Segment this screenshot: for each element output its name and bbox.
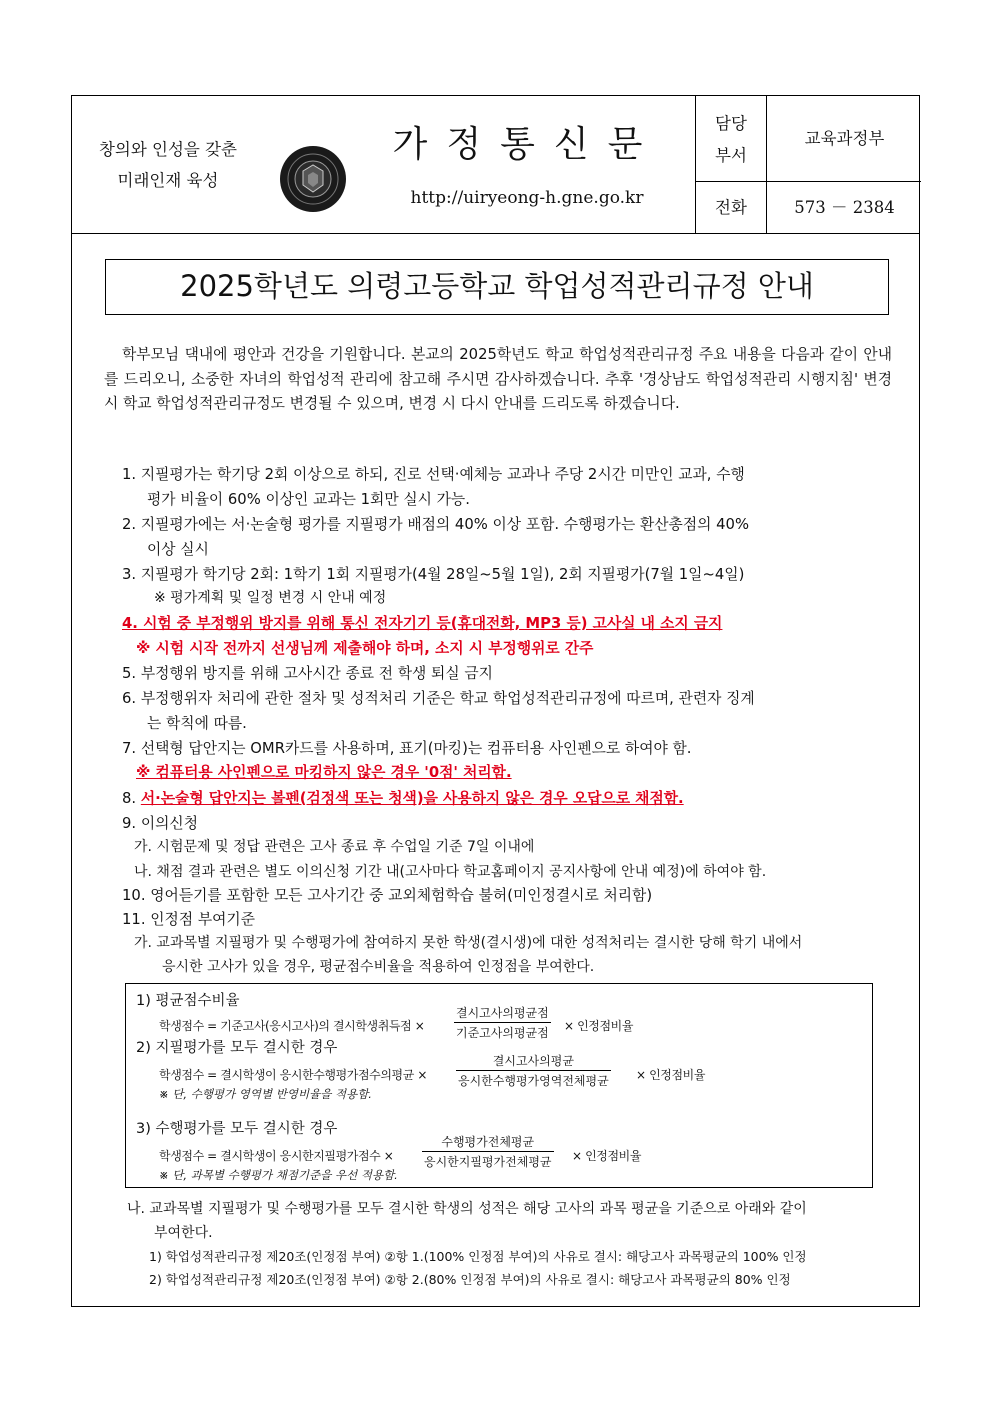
item-5: 5. 부정행위 방지를 위해 고사시간 종료 전 학생 퇴실 금지 — [122, 665, 493, 682]
formula-1-lhs: 학생점수 = 기준고사(응시고사)의 결시학생취득점 × — [159, 1019, 425, 1033]
phone-value: 573 － 2384 — [794, 198, 895, 217]
item-2-cont: 이상 실시 — [147, 541, 209, 558]
formula-2-note: ※ 단, 수행평가 영역별 반영비율을 적용함. — [159, 1087, 372, 1101]
formula-3-note: ※ 단, 과목별 수행평가 채점기준을 우선 적용함. — [159, 1168, 398, 1182]
item-8-text: 서·논술형 답안지는 볼펜(검정색 또는 청색)을 사용하지 않은 경우 오답으로 채점함. — [140, 790, 684, 807]
item-6: 6. 부정행위자 처리에 관한 절차 및 성적처리 기준은 학교 학업성적관리규정에 따르며, 관련자 징계 — [122, 690, 755, 707]
item-11-b-rule-1: 1) 학업성적관리규정 제20조(인정점 부여) ②항 1.(100% 인정점 부여)의 사유로 결시: 해당고사 과목평균의 100% 인정 — [149, 1249, 807, 1264]
document-title: 2025학년도 의령고등학교 학업성적관리규정 안내 — [105, 259, 889, 315]
letter-header — [72, 96, 919, 234]
divider — [766, 96, 767, 233]
formula-2-denominator: 응시한수행평가영역전체평균 — [458, 1074, 609, 1088]
phone-label: 전화 — [715, 198, 747, 217]
item-1-cont: 평가 비율이 60% 이상인 교과는 1회만 실시 가능. — [147, 491, 470, 508]
item-9-b: 나. 채점 결과 관련은 별도 이의신청 기간 내(고사마다 학교홈페이지 공지사항에 안내 예정)에 하여야 함. — [134, 864, 767, 880]
item-11-a: 가. 교과목별 지필평가 및 수행평가에 참여하지 못한 학생(결시생)에 대한 성적처리는 결시한 당해 학기 내에서 — [134, 935, 803, 951]
formula-2-fraction — [456, 1052, 611, 1089]
intro-paragraph: 학부모님 댁내에 평안과 건강을 기원합니다. 본교의 2025학년도 학교 학업성적관리규정 주요 내용을 다음과 같이 안내를 드리오니, 소중한 자녀의 학업성적 관리에 참고해 주시면 감사하겠습니다. 추후 '경상남도 학업성적관리 시행지침' 변경 시 학교 학업성적관리규정도 변경될 수 있으며, 변경 시 다시 안내를 드리도록 하겠습니다. — [104, 346, 892, 412]
item-4: 4. 시험 중 부정행위 방지를 위해 통신 전자기기 등(휴대전화, MP3 등) 고사실 내 소지 금지 — [122, 615, 723, 632]
letter-title: 가정통신문 — [392, 124, 662, 165]
item-11-b: 나. 교과목별 지필평가 및 수행평가를 모두 결시한 학생의 성적은 해당 고사의 과목 평균을 기준으로 아래와 같이 — [127, 1201, 807, 1217]
slogan-line-2: 미래인재 육성 — [117, 171, 219, 190]
formula-3-denominator: 응시한지필평가전체평균 — [424, 1155, 552, 1169]
item-9-a: 가. 시험문제 및 정답 관련은 고사 종료 후 수업일 기준 7일 이내에 — [134, 839, 535, 855]
document-frame — [71, 95, 920, 1307]
formula-2-title: 2) 지필평가를 모두 결시한 경우 — [136, 1040, 338, 1056]
item-7-note: ※ 컴퓨터용 사인펜으로 마킹하지 않은 경우 '0점' 처리함. — [136, 764, 512, 781]
formula-3-fraction — [422, 1133, 554, 1170]
item-11-b-rule-2: 2) 학업성적관리규정 제20조(인정점 부여) ②항 2.(80% 인정점 부여)의 사유로 결시: 해당고사 과목평균의 80% 인정 — [149, 1272, 791, 1287]
formula-1-rhs: × 인정점비율 — [564, 1019, 634, 1033]
slogan-line-1: 창의와 인성을 갖춘 — [98, 140, 237, 159]
formula-3-lhs: 학생점수 = 결시학생이 응시한지필평가점수 × — [159, 1149, 394, 1163]
item-10: 10. 영어듣기를 포함한 모든 고사기간 중 교외체험학습 불허(미인정결시로 처리함) — [122, 887, 653, 904]
formula-1-fraction — [454, 1004, 551, 1041]
item-11-a-cont: 응시한 고사가 있을 경우, 평균점수비율을 적용하여 인정점을 부여한다. — [162, 959, 595, 975]
item-8 — [122, 787, 684, 808]
item-3-note: ※ 평가계획 및 일정 변경 시 안내 예정 — [154, 590, 387, 606]
item-4-note: ※ 시험 시작 전까지 선생님께 제출해야 하며, 소지 시 부정행위로 간주 — [136, 640, 594, 657]
item-11: 11. 인정점 부여기준 — [122, 911, 255, 928]
school-slogan — [82, 134, 254, 196]
item-8-number: 8. — [122, 790, 141, 807]
formula-2-lhs: 학생점수 = 결시학생이 응시한수행평가점수의평균 × — [159, 1068, 428, 1082]
school-logo-emblem — [279, 145, 347, 213]
formula-1-denominator: 기준고사의평균점 — [456, 1026, 549, 1040]
formula-2-rhs: × 인정점비율 — [636, 1068, 706, 1082]
item-9: 9. 이의신청 — [122, 815, 198, 832]
divider — [695, 181, 921, 182]
formula-1-title: 1) 평균점수비율 — [136, 993, 240, 1009]
item-11-b-cont: 부여한다. — [154, 1225, 213, 1241]
formula-box — [125, 983, 873, 1188]
item-3: 3. 지필평가 학기당 2회: 1학기 1회 지필평가(4월 28일~5월 1일), 2회 지필평가(7월 1일~4일) — [122, 566, 745, 583]
dept-value: 교육과정부 — [804, 129, 885, 148]
item-1: 1. 지필평가는 학기당 2회 이상으로 하되, 진로 선택·예체능 교과나 주당 2시간 미만인 교과, 수행 — [122, 466, 745, 483]
formula-2-numerator: 결시고사의평균 — [456, 1052, 611, 1071]
item-7: 7. 선택형 답안지는 OMR카드를 사용하며, 표기(마킹)는 컴퓨터용 사인펜으로 하여야 함. — [122, 740, 692, 757]
dept-label: 담당 부서 — [715, 114, 747, 165]
formula-3-numerator: 수행평가전체평균 — [422, 1133, 554, 1152]
school-url[interactable]: http://uiryeong-h.gne.go.kr — [410, 188, 644, 208]
item-6-cont: 는 학칙에 따름. — [147, 715, 247, 732]
formula-1-numerator: 결시고사의평균점 — [454, 1004, 551, 1023]
item-2: 2. 지필평가에는 서·논술형 평가를 지필평가 배점의 40% 이상 포함. 수행평가는 환산총점의 40% — [122, 516, 750, 533]
formula-3-title: 3) 수행평가를 모두 결시한 경우 — [136, 1121, 338, 1137]
formula-3-rhs: × 인정점비율 — [572, 1149, 642, 1163]
